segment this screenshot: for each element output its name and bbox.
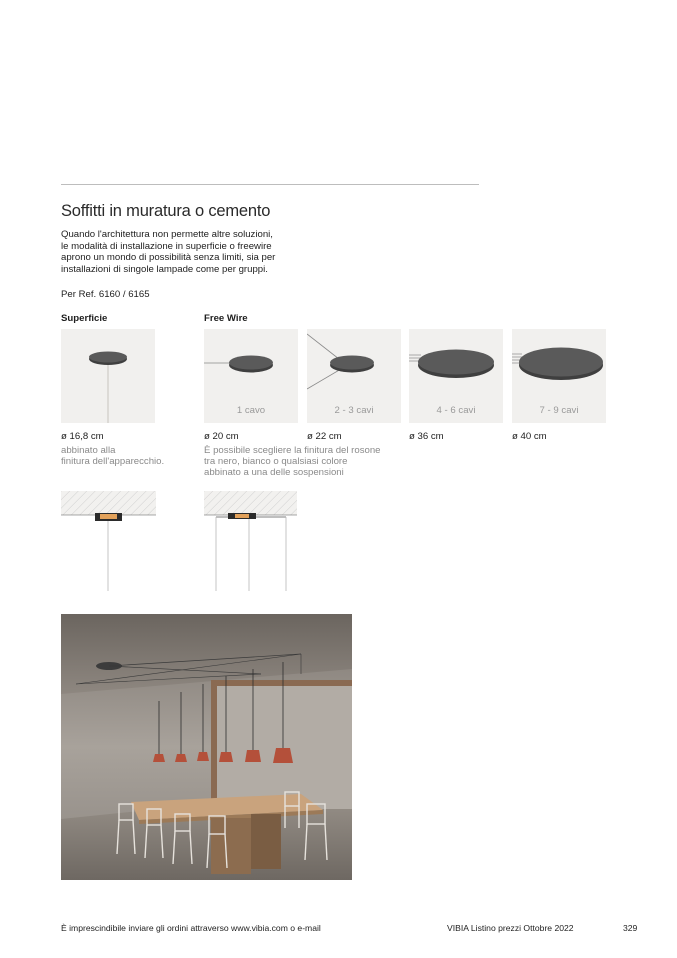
note-line: finitura dell'apparecchio. (61, 456, 165, 468)
note-line: È possibile scegliere la finitura del rosone (204, 445, 381, 456)
footer-ordering-note: È imprescindibile inviare gli ordini attraverso www.vibia.com o e-mail (61, 923, 321, 933)
page-number: 329 (623, 923, 638, 933)
section-title: Soffitti in muratura o cemento (61, 202, 271, 220)
freewire-caption: 4 - 6 cavi (436, 405, 476, 416)
top-rule (61, 184, 479, 185)
freewire-caption: 2 - 3 cavi (334, 405, 374, 416)
footer-price-list: VIBIA Listino prezzi Ottobre 2022 (447, 923, 574, 933)
freewire-4-6-cables-image (409, 329, 503, 423)
freewire-caption: 7 - 9 cavi (539, 405, 579, 416)
intro-line: aprono un mondo di possibilità senza limiti, sia per (61, 252, 276, 264)
superficie-label: Superficie (61, 313, 108, 324)
freewire-installation-diagram (204, 491, 298, 591)
freewire-diameter: ø 20 cm (204, 431, 239, 442)
intro-line: installazioni di singole lampade come per gruppi. (61, 263, 268, 275)
freewire-diameter: ø 22 cm (307, 431, 342, 442)
note-line: abbinato a una delle sospensioni (204, 467, 344, 479)
freewire-2-3-cables-image (307, 329, 401, 423)
freewire-label: Free Wire (204, 313, 248, 324)
superficie-note (61, 445, 164, 467)
superficie-installation-diagram (61, 491, 157, 591)
note-line: tra nero, bianco o qualsiasi colore (204, 456, 348, 468)
freewire-7-9-cables-image (512, 329, 606, 423)
freewire-1-cable-image (204, 329, 298, 423)
freewire-diameter: ø 36 cm (409, 431, 444, 442)
intro-line: le modalità di installazione in superficie o freewire (61, 240, 272, 252)
intro-line: Quando l'architettura non permette altre soluzioni, (61, 229, 273, 240)
superficie-canopy-image (61, 329, 155, 423)
note-line: abbinato alla (61, 445, 116, 456)
dining-room-photo (61, 614, 352, 880)
superficie-diameter: ø 16,8 cm (61, 431, 104, 442)
freewire-diameter: ø 40 cm (512, 431, 547, 442)
freewire-note (204, 445, 381, 479)
reference-text: Per Ref. 6160 / 6165 (61, 289, 150, 300)
intro-text (61, 229, 311, 275)
freewire-caption: 1 cavo (236, 405, 266, 416)
